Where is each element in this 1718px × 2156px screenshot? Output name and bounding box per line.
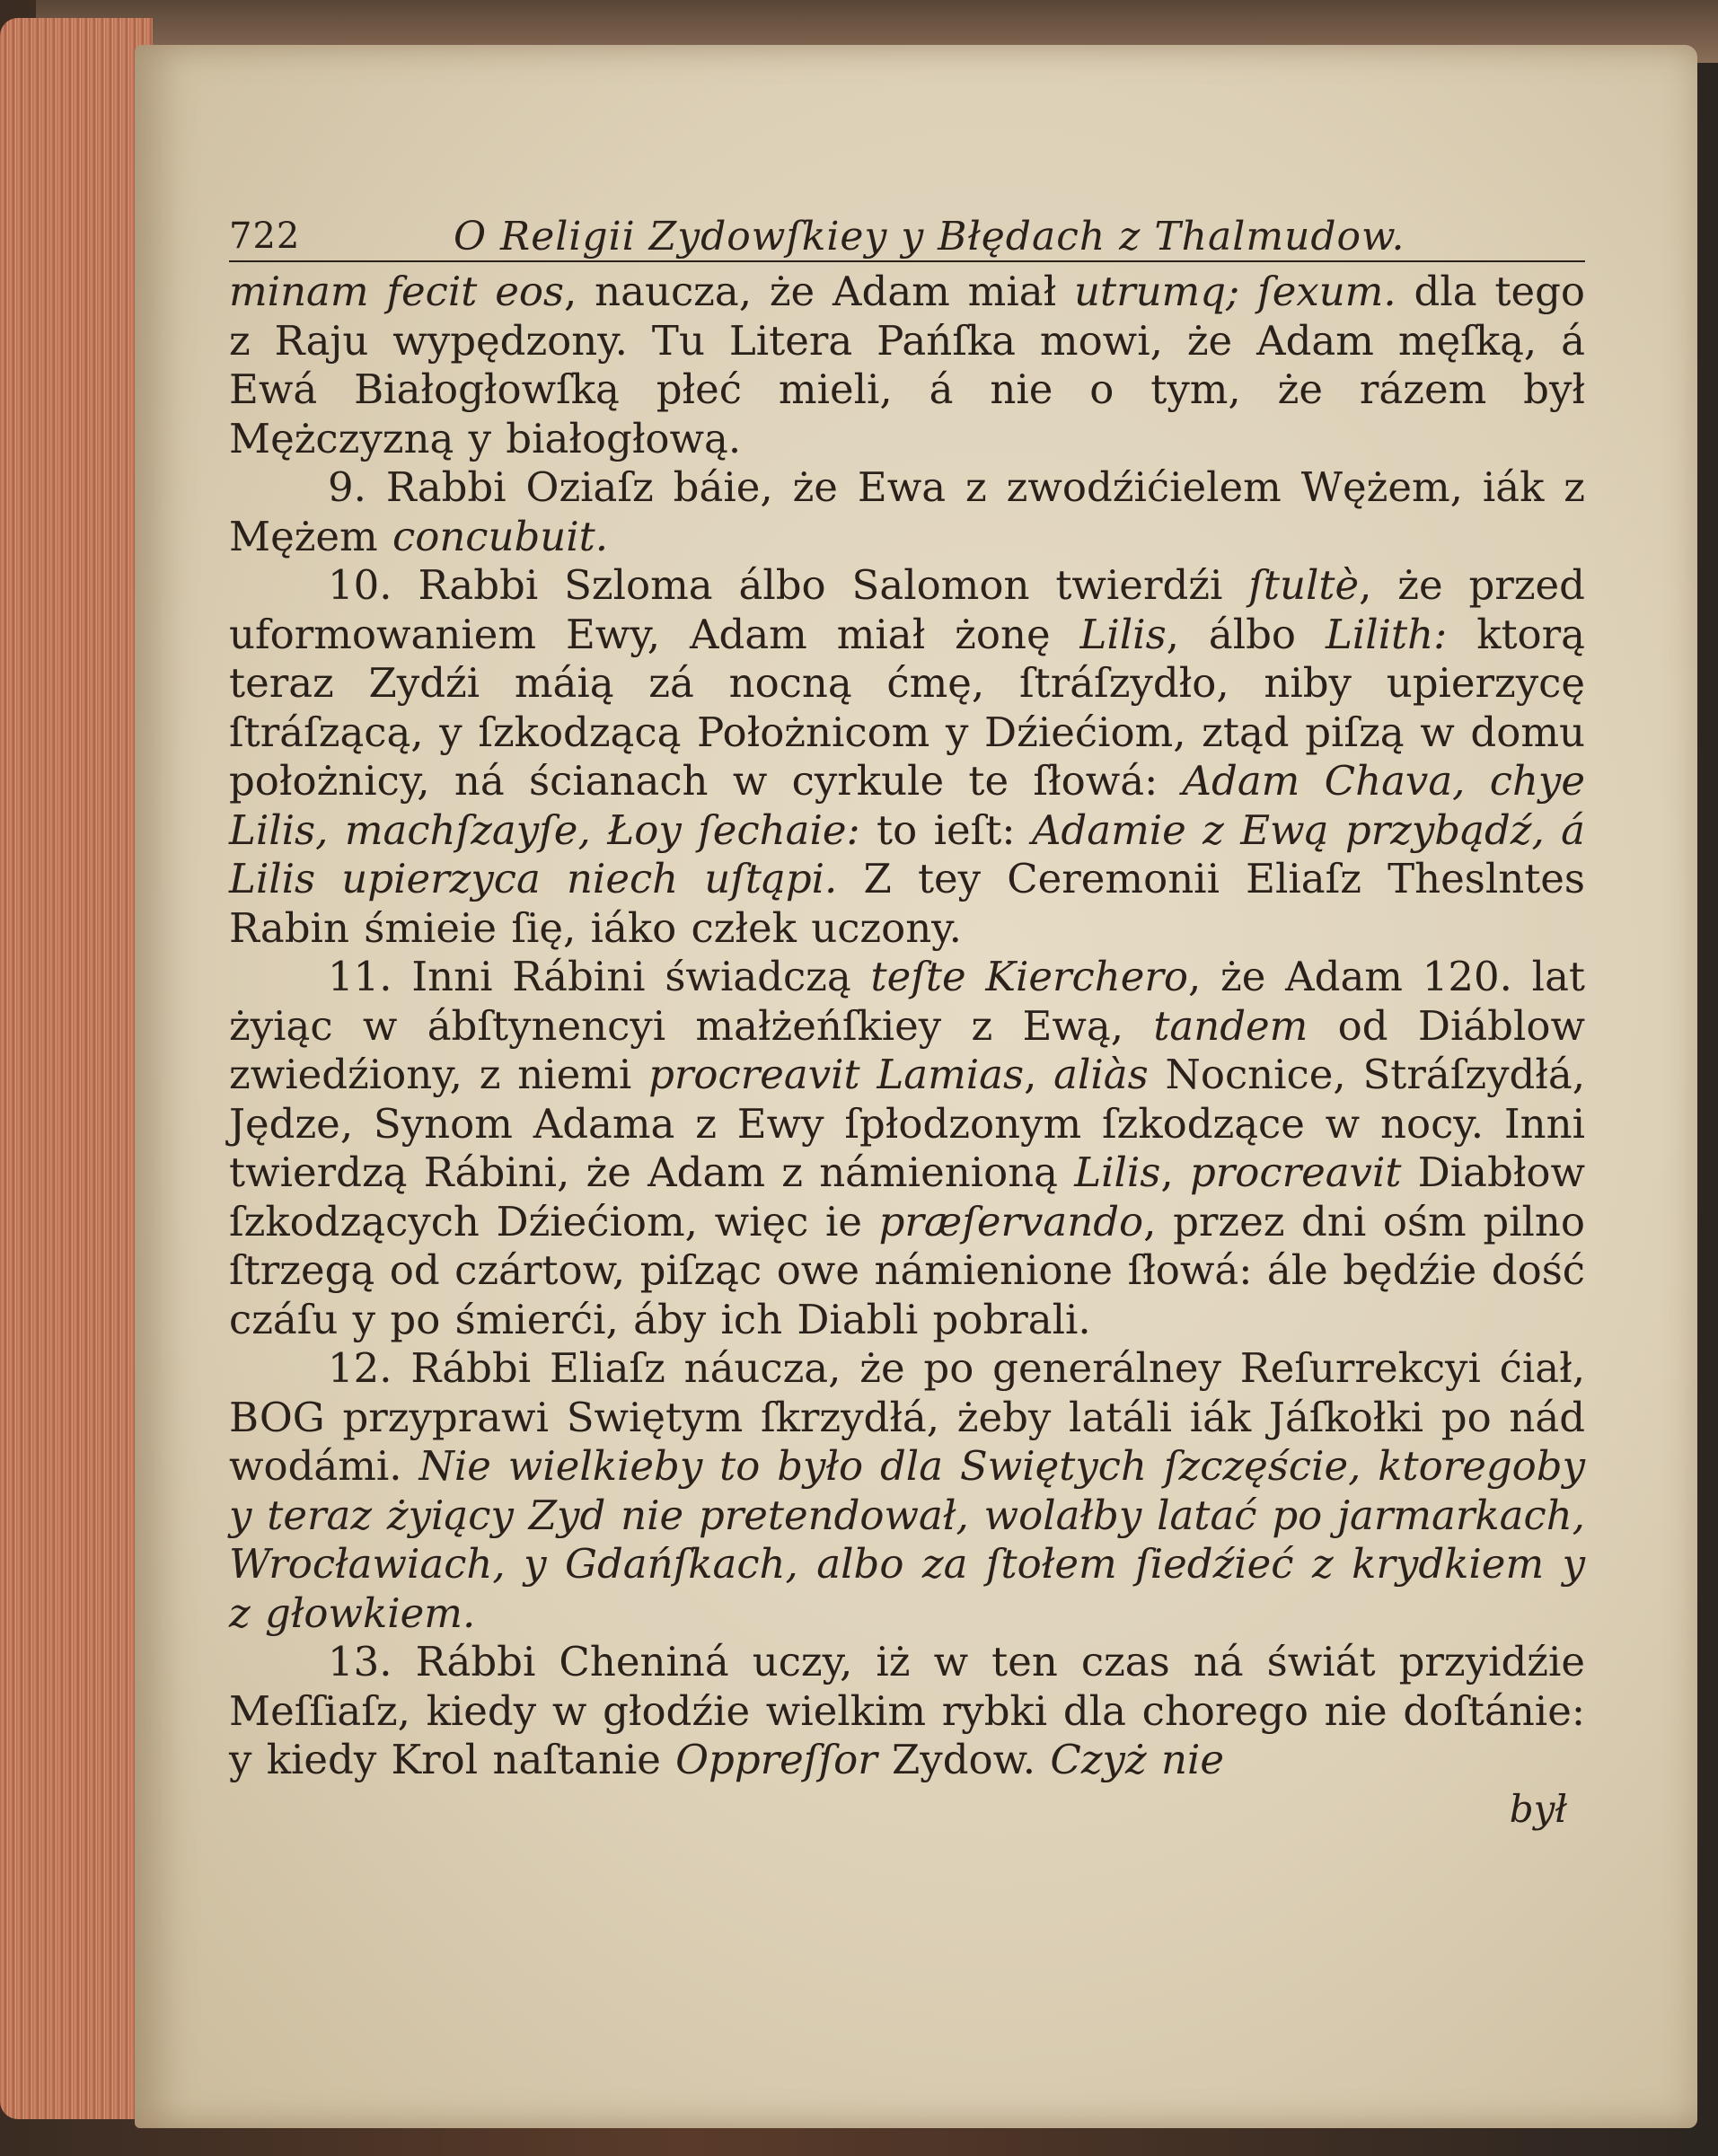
text-segment: Zydow. xyxy=(877,1736,1051,1783)
text-segment: Lilith: xyxy=(1325,610,1448,658)
text-segment: Czyż nie xyxy=(1050,1736,1224,1783)
body-text xyxy=(229,268,1585,1785)
text-segment: Diabłow ſzkodzących Dźiećiom, więc ie xyxy=(229,1148,1585,1245)
page-content xyxy=(229,180,1585,1831)
text-segment: Oppreſſor xyxy=(675,1736,877,1783)
page-number: 722 xyxy=(229,216,301,257)
paragraph-cont xyxy=(229,268,1585,463)
text-segment: ktorą teraz Zydźi máią zá nocną ćmę, ſtráſzydło, niby upierzycę ſtráſzącą, y ſzkodzącą Położnicom y Dźiećiom, ztąd piſzą w domu położnicy, ná ścianach w cyrkule te ſłowá: xyxy=(229,610,1585,805)
text-segment: Nocnice, Stráſzydłá, Jędze, Synom Adama z Ewy ſpłodzonym ſzkodzące w nocy. Inni twierdzą Rábini, że Adam z námienioną xyxy=(229,1051,1586,1196)
page-stack-edge xyxy=(0,18,153,2119)
text-segment: ſtultè xyxy=(1248,561,1360,609)
text-segment: Lilis xyxy=(1074,1148,1161,1196)
text-segment: aliàs xyxy=(1053,1051,1149,1098)
paragraph-p12 xyxy=(229,1344,1585,1638)
text-segment: tandem xyxy=(1153,1001,1308,1050)
paragraph-p13 xyxy=(229,1638,1585,1785)
text-segment: 9. Rabbi Oziaſz báie, że Ewa z zwodźićielem Wężem, iák z Mężem xyxy=(229,463,1585,560)
text-segment: utrumq; ſexum. xyxy=(1074,268,1396,315)
text-segment: minam fecit eos xyxy=(229,268,565,315)
text-segment: , xyxy=(1024,1051,1054,1098)
text-segment: præſervando xyxy=(878,1197,1144,1245)
text-segment: Nie wielkieby to było dla Swiętych ſzczęście, ktoregoby y teraz żyiący Zyd nie pretendował, wolałby latać po jarmarkach, Wrocławiach, y Gdańſkach, albo za ſtołem ſiedźieć z krydkiem y z głowkiem. xyxy=(229,1442,1585,1637)
text-segment: dla tego z Raju wypędzony. Tu Litera Pańſka mowi, że Adam męſką, á Ewá Białogłowſką płeć mieli, á nie o tym, że rázem był Mężczyzną y białogłową. xyxy=(229,268,1585,462)
text-segment: concubuit. xyxy=(392,512,609,560)
text-segment: Adamie z Ewą przybądź, á Lilis upierzyca niech uſtąpi. xyxy=(229,805,1585,902)
text-segment: 13. Rábbi Cheniná uczy, iż w ten czas ná świát przyidźie Meſſiaſz, kiedy w głodźie wielkim rybki dla chorego nie doſtánie: y kiedy Krol naſtanie xyxy=(229,1638,1585,1783)
text-segment: Z tey Ceremonii Eliaſz Theslntes Rabin śmieie ſię, iáko człek uczony. xyxy=(229,855,1586,952)
text-segment: , że przed uformowaniem Ewy, Adam miał żonę xyxy=(229,561,1585,658)
text-segment: , xyxy=(1160,1148,1190,1196)
text-segment: od Diáblow zwiedźiony, z niemi xyxy=(229,1001,1585,1098)
book-page xyxy=(135,45,1697,2128)
text-segment: procreavit Lamias xyxy=(648,1051,1025,1098)
text-segment: teſte Kierchero xyxy=(870,953,1188,1000)
running-title: O Religii Zydowſkiey y Błędach z Thalmudow. xyxy=(454,214,1405,260)
text-segment: Adam Chava, chye Lilis, machſzayſe, Łoy ſechaie: xyxy=(229,757,1585,854)
text-segment: to ieſt: xyxy=(859,805,1032,854)
page-header xyxy=(229,180,1585,262)
text-segment: 10. Rabbi Szloma álbo Salomon twierdźi xyxy=(328,561,1249,609)
catchword: był xyxy=(1509,1786,1567,1831)
text-segment: 11. Inni Rábini świadczą xyxy=(328,953,871,1000)
text-segment: procreavit xyxy=(1189,1148,1402,1196)
text-segment: , przez dni ośm pilno ſtrzegą od czártow, piſząc owe námienione ſłowá: ále będźie dość czáſu y po śmierći, áby ich Diabli pobrali. xyxy=(229,1197,1585,1343)
text-segment: , że Adam 120. lat żyiąc w ábſtynencyi małżeńſkiey z Ewą, xyxy=(229,953,1585,1050)
text-segment: 12. Rábbi Eliaſz náucza, że po generálney Reſurrekcyi ćiał, BOG przyprawi Swiętym ſkrzydłá, żeby latáli iák Jáſkołki po nád wodámi. xyxy=(229,1344,1585,1490)
paragraph-p10 xyxy=(229,561,1585,953)
text-segment: , naucza, że Adam miał xyxy=(564,268,1074,315)
text-segment: , álbo xyxy=(1166,610,1326,658)
text-segment: Lilis xyxy=(1079,610,1167,658)
paragraph-p11 xyxy=(229,953,1585,1344)
paragraph-p9 xyxy=(229,463,1585,561)
